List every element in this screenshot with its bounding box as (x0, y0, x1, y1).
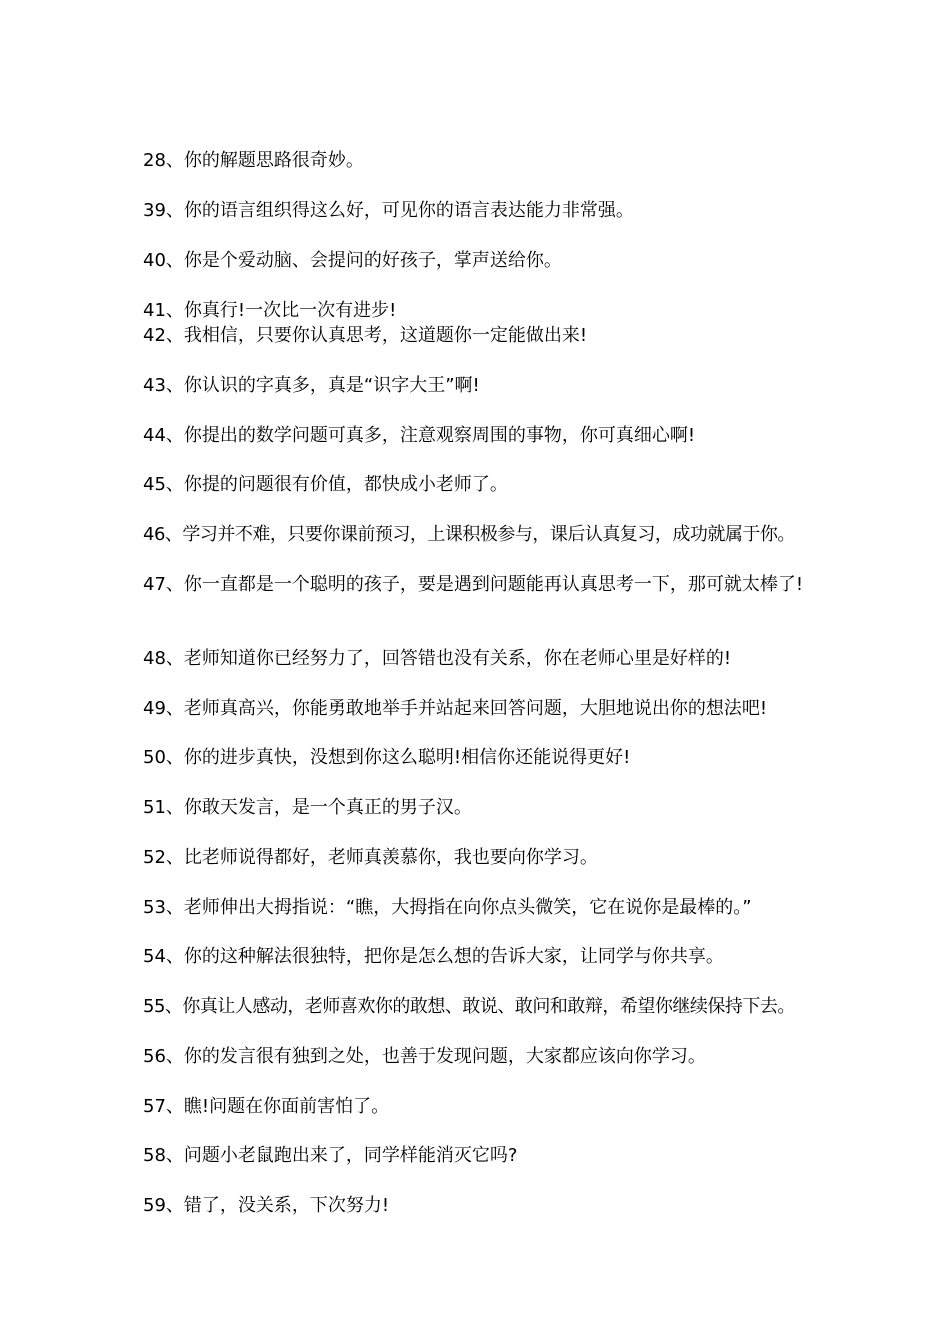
list-item: 44、你提出的数学问题可真多，注意观察周围的事物，你可真细心啊! (143, 425, 696, 446)
list-item: 43、你认识的字真多，真是“识字大王”啊! (143, 375, 480, 396)
list-item: 47、你一直都是一个聪明的孩子，要是遇到问题能再认真思考一下，那可就太棒了! (143, 574, 804, 595)
list-item: 45、你提的问题很有价值，都快成小老师了。 (143, 474, 508, 495)
list-item: 28、你的解题思路很奇妙。 (143, 150, 364, 171)
list-item: 57、瞧!问题在你面前害怕了。 (143, 1096, 390, 1117)
list-item: 56、你的发言很有独到之处，也善于发现问题，大家都应该向你学习。 (143, 1046, 706, 1067)
list-item: 53、老师伸出大拇指说：“瞧，大拇指在向你点头微笑，它在说你是最棒的。” (143, 897, 752, 918)
list-item: 41、你真行!一次比一次有进步! (143, 300, 397, 321)
list-item: 48、老师知道你已经努力了，回答错也没有关系，你在老师心里是好样的! (143, 648, 732, 669)
list-item: 52、比老师说得都好，老师真羡慕你，我也要向你学习。 (143, 847, 598, 868)
list-item: 42、我相信，只要你认真思考，这道题你一定能做出来! (143, 325, 588, 346)
list-item: 51、你敢天发言，是一个真正的男子汉。 (143, 797, 472, 818)
list-item: 49、老师真高兴，你能勇敢地举手并站起来回答问题，大胆地说出你的想法吧! (143, 698, 768, 719)
list-item: 46、学习并不难，只要你课前预习，上课积极参与，课后认真复习，成功就属于你。 (143, 524, 795, 545)
list-item: 55、你真让人感动，老师喜欢你的敢想、敢说、敢问和敢辩，希望你继续保持下去。 (143, 996, 795, 1017)
list-item: 58、问题小老鼠跑出来了，同学样能消灭它吗? (143, 1145, 518, 1166)
list-item: 50、你的进步真快，没想到你这么聪明!相信你还能说得更好! (143, 747, 631, 768)
list-item: 59、错了，没关系，下次努力! (143, 1195, 390, 1216)
list-item: 54、你的这种解法很独特，把你是怎么想的告诉大家，让同学与你共享。 (143, 946, 724, 967)
list-item: 39、你的语言组织得这么好，可见你的语言表达能力非常强。 (143, 200, 634, 221)
list-item: 40、你是个爱动脑、会提问的好孩子，掌声送给你。 (143, 250, 562, 271)
